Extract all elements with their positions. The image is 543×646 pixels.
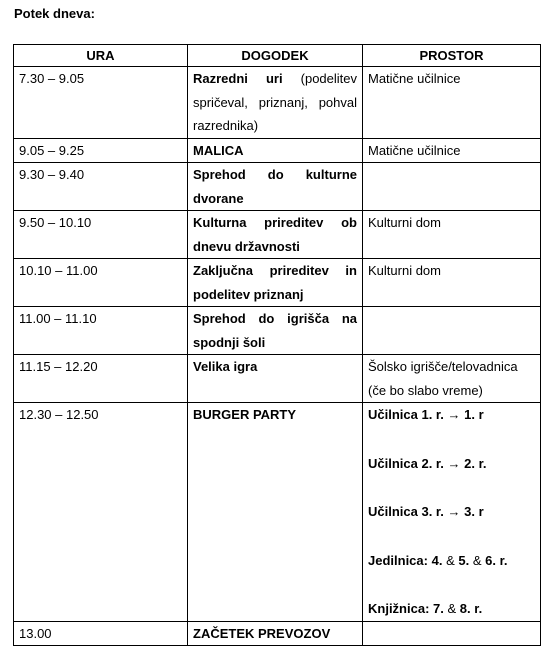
table-row (14, 355, 541, 403)
time-cell: 13.00 (14, 621, 188, 646)
place-cell (363, 621, 541, 646)
time-cell: 10.10 – 11.00 (14, 259, 188, 307)
time-cell: 9.05 – 9.25 (14, 138, 188, 163)
time-cell: 9.30 – 9.40 (14, 163, 188, 211)
event-note: (podelitev spričeval, priznanj, pohval razrednika) (193, 71, 358, 133)
place-line: Jedilnica: 4. & 5. & 6. r. (368, 552, 508, 568)
event-cell (188, 621, 363, 646)
event-cell (188, 403, 363, 622)
schedule-table (13, 44, 541, 646)
column-header-event: DOGODEK (188, 45, 363, 67)
time-cell: 11.15 – 12.20 (14, 355, 188, 403)
table-row (14, 307, 541, 355)
event-title: Razredni uri (193, 71, 283, 86)
column-header-place: PROSTOR (363, 45, 541, 67)
event-cell (188, 355, 363, 403)
place-cell (363, 307, 541, 355)
place-cell: Šolsko igrišče/telovadnica (če bo slabo vreme) (363, 355, 541, 403)
event-title: Kulturna prireditev ob dnevu državnosti (193, 215, 357, 254)
time-cell: 12.30 – 12.50 (14, 403, 188, 622)
arrow-icon: → (447, 407, 461, 422)
event-cell (188, 259, 363, 307)
time-cell: 11.00 – 11.10 (14, 307, 188, 355)
event-cell (188, 138, 363, 163)
place-cell (363, 163, 541, 211)
event-title: Zaključna prireditev in podelitev priznanj (193, 263, 357, 302)
event-title: Velika igra (193, 359, 258, 374)
table-header-row (14, 45, 541, 67)
place-cell: Kulturni dom (363, 211, 541, 259)
event-cell (188, 67, 363, 139)
event-cell (188, 211, 363, 259)
arrow-icon: → (447, 504, 461, 519)
place-line: Učilnica 3. r. → 3. r (368, 504, 484, 519)
place-cell (363, 403, 541, 622)
place-line: Knjižnica: 7. & 8. r. (368, 601, 483, 616)
page-heading: Potek dneva: (14, 6, 95, 21)
event-title: Sprehod do kulturne dvorane (193, 167, 357, 206)
table-row (14, 163, 541, 211)
time-cell: 7.30 – 9.05 (14, 67, 188, 139)
table-row (14, 403, 541, 622)
place-cell: Kulturni dom (363, 259, 541, 307)
place-cell: Matične učilnice (363, 67, 541, 139)
place-cell: Matične učilnice (363, 138, 541, 163)
table-row (14, 67, 541, 139)
column-header-time: URA (14, 45, 188, 67)
place-line: Učilnica 2. r. → 2. r. (368, 455, 487, 471)
table-row (14, 138, 541, 163)
table-row (14, 259, 541, 307)
event-title: Sprehod do igrišča na spodnji šoli (193, 311, 357, 350)
time-cell: 9.50 – 10.10 (14, 211, 188, 259)
event-cell (188, 307, 363, 355)
place-line: Učilnica 1. r. → 1. r (368, 407, 484, 422)
arrow-icon: → (447, 455, 461, 471)
event-title: MALICA (193, 142, 244, 158)
event-cell (188, 163, 363, 211)
event-title: BURGER PARTY (193, 407, 297, 422)
event-title: ZAČETEK PREVOZOV (193, 625, 331, 641)
table-row (14, 621, 541, 646)
table-row (14, 211, 541, 259)
